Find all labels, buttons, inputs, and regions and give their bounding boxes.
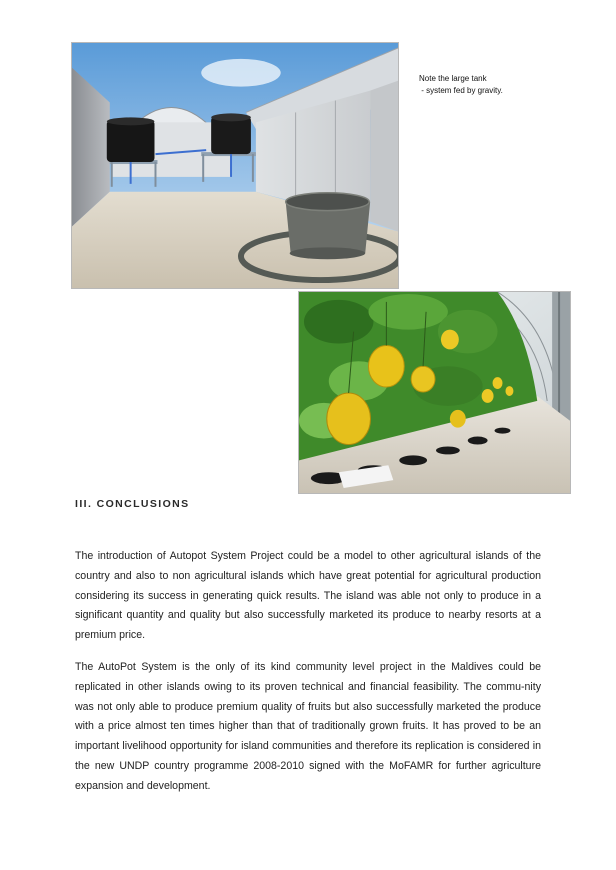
section-heading: III. CONCLUSIONS [75, 498, 190, 510]
photo-caption [419, 73, 589, 97]
conclusion-paragraph-2: The AutoPot System is the only of its kind community level project in the Maldives could be replicated in other islands owing to its proven technical and financial feasibility. The commu-nity was not only able to produce premium quality of fruits but also successfully marketed the produce with a price almost ten times higher than that of traditionally grown fruits. It has proved to be an important livelihood opportunity for island communities and therefore its replication is considered in the new UNDP country programme 2008-2010 signed with the MoFAMR for further agriculture expansion and development. [75, 661, 541, 792]
caption-line-1: Note the large tank [419, 74, 487, 83]
conclusion-paragraph-1: The introduction of Autopot System Project could be a model to other agricultural islands of the country and also to non agricultural islands which have great potential for agricultural production considering its success in generating quick results. The island was able not only to produce in a significant quantity and quality but also successfully marketed its produce to nearby resorts at a premium price. [75, 550, 541, 642]
greenhouse-tank-photo [71, 42, 399, 289]
melons-photo [298, 291, 571, 494]
caption-line-2: - system fed by gravity. [419, 86, 503, 95]
